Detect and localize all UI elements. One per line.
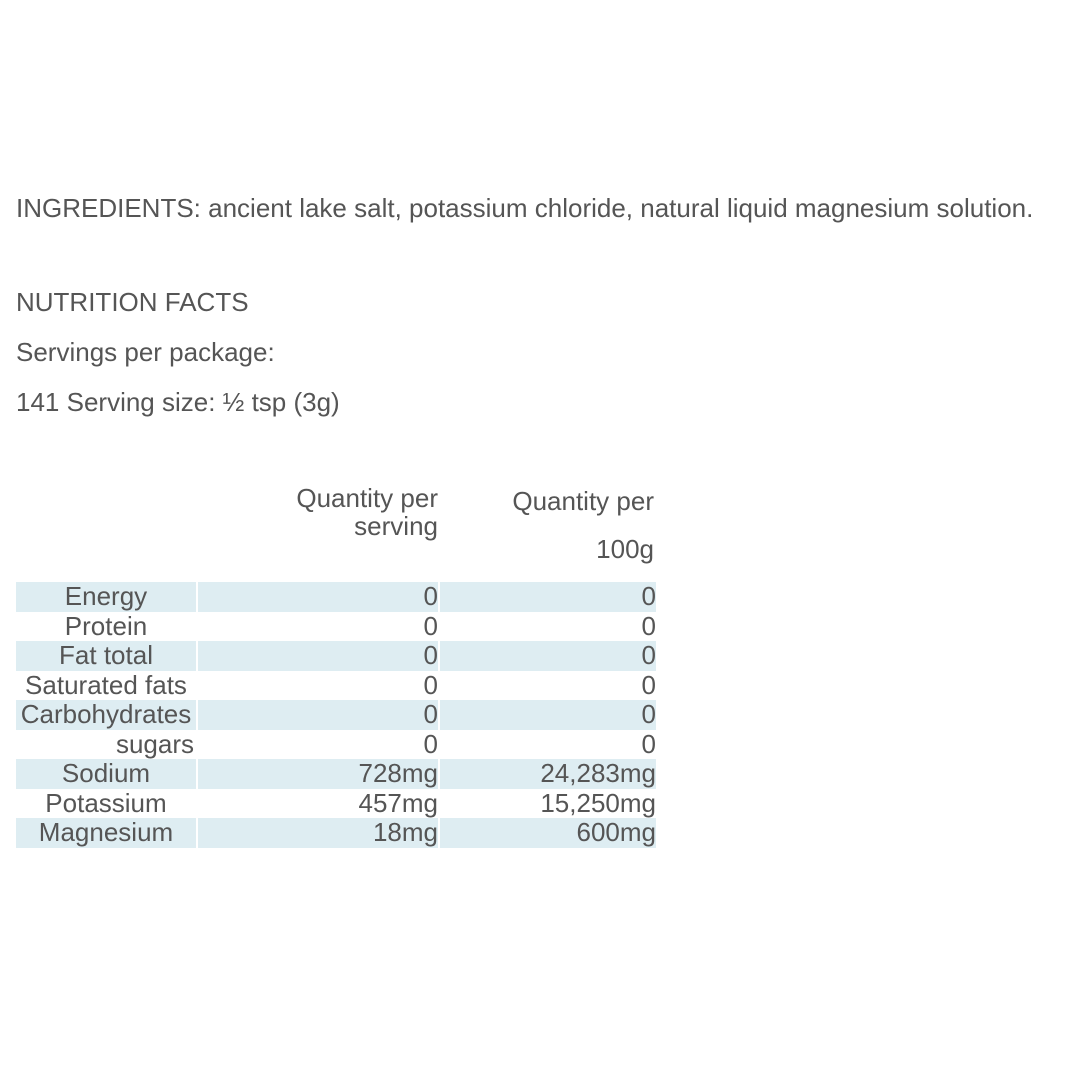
nutrition-rows: [16, 582, 656, 848]
nutrient-name: Protein: [64, 611, 148, 641]
per-serving-value: 0: [198, 641, 438, 671]
per-100g-value: 0: [440, 582, 656, 612]
table-row: [16, 671, 656, 701]
header-quantity-per-100g-line1: Quantity per: [512, 486, 654, 516]
per-100g-value: 0: [440, 641, 656, 671]
per-serving-value: 728mg: [198, 759, 438, 789]
nutrient-name: Fat total: [16, 641, 196, 671]
per-100g-value: 600mg: [440, 818, 656, 848]
nutrient-name: Energy: [16, 582, 196, 612]
table-row: [16, 818, 656, 848]
table-row: [16, 700, 656, 730]
ingredients-text: INGREDIENTS: ancient lake salt, potassium chloride, natural liquid magnesium solution.: [16, 193, 1034, 223]
header-quantity-per-100g: [446, 484, 654, 566]
table-row: [16, 582, 656, 612]
per-100g-value: 0: [641, 611, 656, 641]
header-quantity-per-100g-line2: 100g: [596, 534, 654, 564]
per-100g-value: 0: [641, 670, 656, 700]
nutrient-name: Carbohydrates: [16, 700, 196, 730]
header-quantity-per-serving: Quantity per serving: [296, 483, 438, 541]
nutrition-table: [16, 484, 656, 848]
per-serving-value: 0: [198, 582, 438, 612]
per-serving-value: 0: [198, 700, 438, 730]
nutrient-name: Magnesium: [16, 818, 196, 848]
per-serving-value: 0: [423, 670, 438, 700]
table-row: [16, 759, 656, 789]
nutrient-name: sugars: [115, 729, 194, 759]
per-100g-value: 15,250mg: [540, 788, 656, 818]
per-serving-value: 0: [423, 729, 438, 759]
nutrient-name: Potassium: [45, 788, 167, 818]
nutrition-facts-title: NUTRITION FACTS: [16, 287, 249, 317]
table-row: [16, 730, 656, 760]
table-row: [16, 789, 656, 819]
per-serving-value: 457mg: [358, 788, 438, 818]
per-100g-value: 0: [641, 729, 656, 759]
table-row: [16, 641, 656, 671]
nutrient-name: Sodium: [16, 759, 196, 789]
per-100g-value: 24,283mg: [440, 759, 656, 789]
nutrient-name: Saturated fats: [25, 670, 187, 700]
per-100g-value: 0: [440, 700, 656, 730]
per-serving-value: 0: [423, 611, 438, 641]
per-serving-value: 18mg: [198, 818, 438, 848]
table-row: [16, 612, 656, 642]
nutrition-table-header: [16, 484, 656, 582]
servings-per-package: Servings per package:: [16, 337, 275, 367]
serving-size: 141 Serving size: ½ tsp (3g): [16, 387, 340, 417]
